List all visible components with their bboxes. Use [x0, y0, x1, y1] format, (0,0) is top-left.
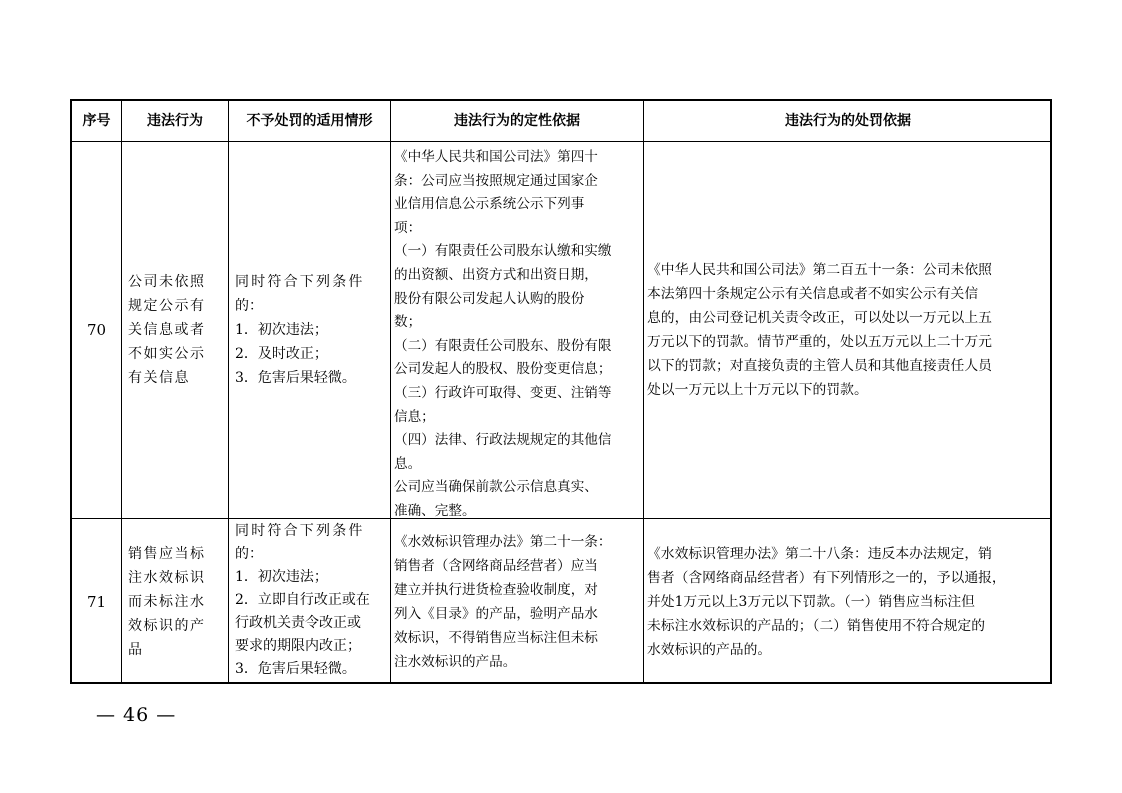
- basis-line: 效标识，不得销售应当标注但未标: [394, 629, 598, 646]
- row-70-act: [128, 142, 224, 518]
- header-basis: 违法行为的定性依据: [454, 113, 580, 129]
- row-71-exempt: [235, 520, 387, 684]
- exempt-line: 3．危害后果轻微。: [235, 370, 356, 386]
- basis-line: 公司应当确保前款公示信息真实、: [394, 479, 598, 496]
- basis-line: 建立并执行进货检查验收制度，对: [394, 581, 598, 598]
- basis-line: 项：: [394, 219, 422, 236]
- basis-line: 条：公司应当按照规定通过国家企: [394, 172, 598, 189]
- row-71-basis: [394, 519, 641, 684]
- basis-line: 《水效标识管理办法》第二十一条：: [394, 533, 612, 550]
- page-number: — 46 —: [96, 704, 177, 726]
- row-70-penalty: [647, 142, 1051, 518]
- penalty-line: 并处1万元以上3万元以下罚款。（一）销售应当标注但: [647, 593, 975, 610]
- act-line: 销售应当标: [128, 545, 206, 562]
- basis-line: 股份有限公司发起人认购的股份: [394, 290, 585, 307]
- act-line: 效标识的产: [128, 617, 206, 634]
- row-71-penalty: [647, 519, 1051, 684]
- penalty-line: 处以一万元以上十万元以下的罚款。: [647, 382, 868, 398]
- exempt-line: 的：: [235, 298, 263, 314]
- penalty-line: 未标注水效标识的产品的；（二）销售使用不符合规定的: [647, 617, 986, 634]
- exempt-line: 1．初次违法；: [235, 569, 328, 585]
- act-line: 品: [128, 641, 144, 658]
- exempt-line: 1．初次违法；: [235, 322, 328, 338]
- exempt-line: 3．危害后果轻微。: [235, 661, 356, 677]
- basis-line: （二）有限责任公司股东、股份有限: [394, 337, 612, 354]
- penalty-line: 万元以下的罚款。情节严重的，处以五万元以上二十万元: [647, 334, 992, 350]
- act-line: 注水效标识: [128, 569, 206, 586]
- header-act: 违法行为: [147, 113, 203, 129]
- header-penalty: 违法行为的处罚依据: [785, 113, 911, 129]
- penalty-line: 息的，由公司登记机关责令改正，可以处以一万元以上五: [647, 310, 992, 326]
- basis-line: 数；: [394, 314, 422, 331]
- penalty-line: 售者（含网络商品经营者）有下列情形之一的，予以通报，: [647, 569, 1006, 586]
- basis-line: 准确、完整。: [394, 502, 476, 518]
- col-divider: [390, 101, 391, 682]
- exempt-line: 同时符合下列条件: [235, 274, 365, 290]
- col-divider: [228, 101, 229, 682]
- act-line: 有关信息: [128, 370, 190, 386]
- row-71-act: [128, 519, 224, 684]
- basis-line: （三）行政许可取得、变更、注销等: [394, 384, 612, 401]
- exempt-line: 2．及时改正；: [235, 346, 328, 362]
- row-70-seq: 70: [86, 321, 107, 339]
- header-seq: 序号: [82, 113, 111, 129]
- col-divider: [643, 101, 644, 682]
- basis-line: 注水效标识的产品。: [394, 653, 517, 670]
- basis-line: 《中华人民共和国公司法》第四十: [394, 149, 598, 165]
- row-70-exempt: [235, 142, 387, 518]
- basis-line: 列入《目录》的产品，验明产品水: [394, 605, 598, 622]
- row-70-basis: [394, 146, 641, 518]
- basis-line: 的出资额、出资方式和出资日期，: [394, 266, 598, 283]
- basis-line: 信息；: [394, 408, 435, 425]
- penalty-line: 水效标识的产品的。: [647, 641, 772, 658]
- penalty-line: 本法第四十条规定公示有关信息或者不如实公示有关信: [647, 286, 979, 302]
- act-line: 关信息或者: [128, 322, 206, 338]
- header-exempt: 不予处罚的适用情形: [246, 113, 373, 129]
- penalty-line: 以下的罚款；对直接负责的主管人员和其他直接责任人员: [647, 358, 992, 374]
- act-line: 公司未依照: [128, 274, 206, 290]
- row-71-seq: 71: [86, 592, 107, 611]
- basis-line: 销售者（含网络商品经营者）应当: [394, 557, 598, 574]
- basis-line: （一）有限责任公司股东认缴和实缴: [394, 243, 612, 260]
- act-line: 规定公示有: [128, 298, 206, 314]
- penalty-line: 《水效标识管理办法》第二十八条：违反本办法规定，销: [647, 545, 992, 562]
- exempt-line: 同时符合下列条件: [235, 523, 365, 539]
- basis-line: 息。: [394, 455, 422, 472]
- exempt-line: 的：: [235, 546, 263, 562]
- exempt-line: 2．立即自行改正或在: [235, 592, 370, 608]
- regulation-table: [70, 99, 1052, 684]
- act-line: 而未标注水: [128, 593, 206, 610]
- exempt-line: 行政机关责令改正或: [235, 615, 361, 631]
- col-divider: [121, 101, 122, 682]
- basis-line: 公司发起人的股权、股份变更信息；: [394, 361, 612, 378]
- act-line: 不如实公示: [128, 346, 206, 362]
- exempt-line: 要求的期限内改正；: [235, 638, 361, 654]
- basis-line: 业信用信息公示系统公示下列事: [394, 196, 585, 213]
- basis-line: （四）法律、行政法规规定的其他信: [394, 432, 612, 449]
- penalty-line: 《中华人民共和国公司法》第二百五十一条：公司未依照: [647, 262, 992, 278]
